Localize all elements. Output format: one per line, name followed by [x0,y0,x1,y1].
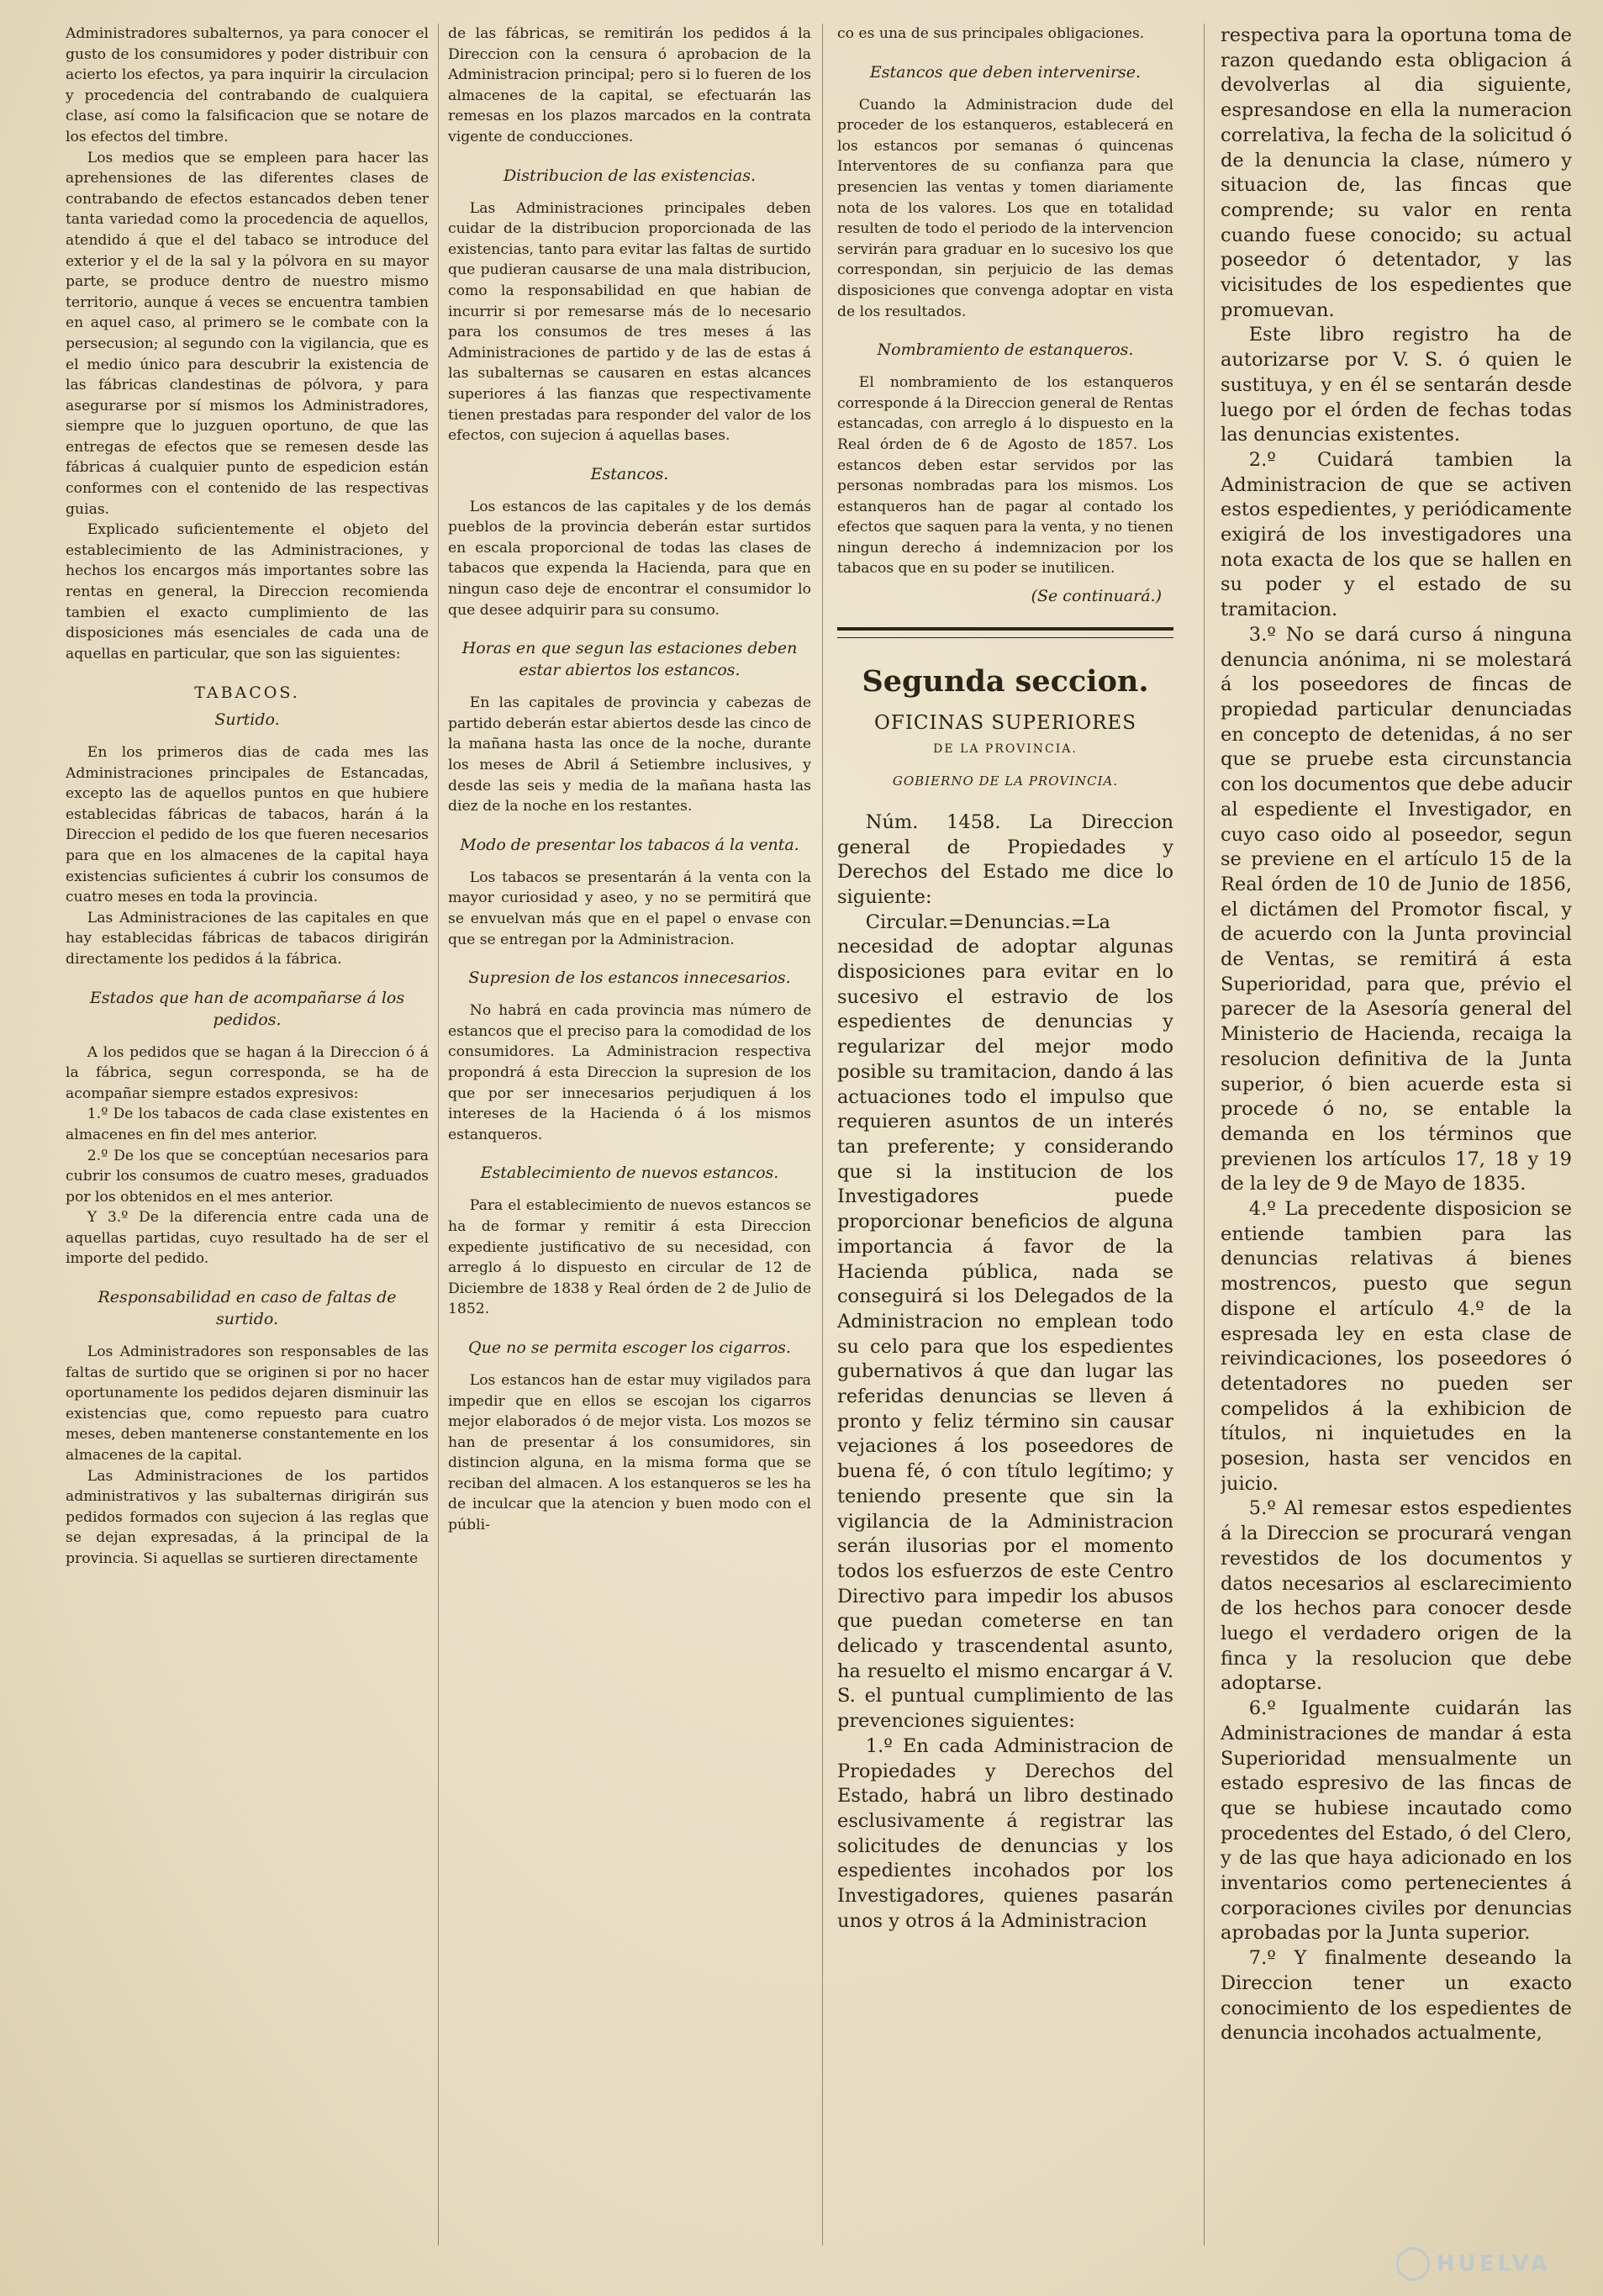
paragraph: 3.º No se dará curso á ninguna denuncia anónima, ni se molestará á los poseedores de fincas de propiedad particular denunciadas en concepto de detenidas, á no ser que se pruebe esta circunstancia con los documentos que debe aducir al espediente el Investigador, en cuyo caso oido al poseedor, segun se previene en el artículo 15 de la Real órden de 10 de Junio de 1856, el dictámen del Promotor fiscal, y de acuerdo con la Junta provincial de Ventas, se remitirá á esta Superioridad, para que, prévio el parecer de la Asesoría general del Ministerio de Hacienda, recaiga la resolucion definitiva de la Junta superior, ó bien acuerde esta si procede ó no, se entable la demanda en los términos que previenen los artículos 17, 18 y 19 de la ley de 9 de Mayo de 1835. [1221,623,1572,1196]
paragraph: Los medios que se empleen para hacer las aprehensiones de las diferentes clases de contrabando de efectos estancados deben tener tanta variedad como la procedencia de aquellos, atendido á que el del tabaco se introduce del exterior y el de la sal y la pólvora en su mayor parte, se produce dentro de nuestro mismo territorio, aunque á veces se encuentra tambien en aquel caso, al primero se le combate con la persecusion; al segundo con la vigilancia, que es el medio único para descubrir la existencia de las fábricas clandestinas de pólvora, y para asegurarse por sí mismos los Administradores, siempre que lo juzguen oportuno, de que las entregas de efectos que se remesen desde las fábricas á cualquier punto de espedicion están conformes con el contenido de las respectivas guias. [66,149,429,518]
continuation-note: (Se continuará.) [1031,587,1162,606]
subheading: Supresion de los estancos innecesarios. [468,969,791,988]
subheading: Distribucion de las existencias. [503,166,757,185]
paragraph: 7.º Y finalmente deseando la Direccion tener un exacto conocimiento de los espedientes de denuncia incohados actualmente, [1221,1947,1572,2045]
subheading: Estados que han de acompañarse á los pedidos. [89,988,405,1029]
paragraph: Las Administraciones de los partidos administrativos y las subalternas dirigirán sus pedidos formados con sujecion á las reglas que se dejan expresadas, á la principal de la provincia. Si aquellas se surtieren directamente [66,1467,429,1567]
paragraph: Administradores subalternos, ya para conocer el gusto de los consumidores y poder distribuir con acierto los efectos, ya para inquirir la circulacion y procedencia del contrabando de cualquiera clase, así como la falsificacion que se notare de los efectos del timbre. [66,25,429,145]
paragraph: Circular.=Denuncias.=La necesidad de adoptar algunas disposiciones para evitar en lo sucesivo el estravio de los espedientes de denuncias y regularizar del mejor modo posible su tramitacion, dando á las actuaciones todo el impulso que requieren asuntos de un interés tan preferente; y considerando que si la institucion de los Investigadores puede proporcionar beneficios de alguna importancia á favor de la Hacienda pública, nada se conseguirá si los Delegados de la Administracion no emplean todo su celo para que los espedientes gubernativos á que dan lugar las referidas denuncias se lleven á pronto y feliz término sin causar vejaciones á los poseedores de buena fé, ó con título legítimo; y teniendo presente que sin la vigilancia de la Administracion serán ilusorias por el momento todos los esfuerzos de este Centro Directivo para impedir los abusos que puedan cometerse en tan delicado y trascendental asunto, ha resuelto el mismo encargar á V. S. el puntual cumplimiento de las prevenciones siguientes: [837,910,1173,1733]
section-title: Segunda seccion. [862,663,1149,699]
subheading: Horas en que segun las estaciones deben estar abiertos los estancos. [461,639,798,680]
paragraph: Cuando la Administracion dude del proceder de los estanqueros, establecerá en los estancos por semanas ó quincenas Interventores de su confianza para que presencien las ventas y tomen diariamente nota de los valores. Los que en totalidad resulten de todo el periodo de la intervencion servirán para graduar en lo sucesivo los que correspondan, sin perjuicio de las demas disposiciones que convenga adoptar en vista de los resultados. [837,96,1173,320]
subheading: Responsabilidad en caso de faltas de surtido. [98,1288,397,1329]
offices-subheading: DE LA PROVINCIA. [933,742,1078,756]
paragraph: El nombramiento de los estanqueros corresponde á la Direccion general de Rentas estancadas, con arreglo á lo dispuesto en la Real órden de 6 de Agosto de 1857. Los estancos deben estar servidos por las personas nombradas para los mismos. Los estanqueros han de pagar al contado los efectos que saquen para la venta, y no tienen ningun derecho á indemnizacion por los tabacos que en su poder se inutilicen. [837,374,1173,578]
paragraph: Las Administraciones principales deben cuidar de la distribucion proporcionada de las existencias, tanto para evitar las faltas de surtido que pudieran causarse de una mala distribucion, como la responsabilidad en que habian de incurrir si por remesarse más de lo necesario para los consumos de tres meses á las Administraciones de partido y de las de estas á las subalternas se causaren en estas alcances superiores á las fianzas que respectivamente tienen prestadas para responder del valor de los efectos, con sujecion á aquellas bases. [448,199,811,445]
column-rule [1204,24,1205,2246]
paragraph: No habrá en cada provincia mas número de estancos que el preciso para la comodidad de los consumidores. La Administracion respectiva propondrá á esta Direccion la supresion de los que por ser innecesarios perjudiquen á los intereses de la Hacienda ó á los mismos estanqueros. [448,1002,811,1143]
paragraph: Los Administradores son responsables de las faltas de surtido que se originen si por no hacer oportunamente los pedidos dejaren disminuir las existencias que, como repuesto para cuatro meses, deben mantenerse constantemente en los almacenes de la capital. [66,1343,429,1465]
subheading: Modo de presentar los tabacos á la venta. [460,835,799,854]
paragraph: En los primeros dias de cada mes las Administraciones principales de Estancadas, excepto las de aquellos puntos en que hubiere establecidas fábricas de tabacos, harán á la Direccion el pedido de los que fueren necesarios para que en los almacenes de la capital haya existencias suficientes á cubrir los consumos de cuatro meses en toda la provincia. [66,744,429,906]
paragraph: Los estancos de las capitales y de los demás pueblos de la provincia deberán estar surtidos en escala proporcional de todas las clases de tabacos que expenda la Hacienda, para que en ningun caso deje de encontrar el consumidor lo que desee adquirir para su consumo. [448,498,811,619]
paragraph: 1.º De los tabacos de cada clase existentes en almacenes en fin del mes anterior. [66,1106,429,1143]
paragraph: 2.º Cuidará tambien la Administracion de que se activen estos espedientes, y periódicamente exigirá de los investigadores una nota exacta de los que se hallen en su poder y el estado de su tramitacion. [1221,448,1572,621]
column-1 [66,24,429,2279]
paragraph: Los estancos han de estar muy vigilados para impedir que en ellos se escojan los cigarros mejor elaborados ó de mejor vista. Los mozos se han de presentar á los consumidores, sin distincion alguna, en la misma forma que se reciban del almacen. A los estanqueros se les ha de inculcar que la atencion y buen modo con el públi- [448,1371,811,1534]
column-3-body [837,810,1173,1934]
section-heading-tabacos: TABACOS. [194,684,300,703]
subheading: Estancos que deben intervenirse. [869,62,1142,82]
paragraph: Núm. 1458. La Direccion general de Propiedades y Derechos del Estado me dice lo siguiente: [837,810,1173,908]
library-watermark [1396,2247,1551,2281]
paragraph: 2.º De los que se conceptúan necesarios para cubrir los consumos de cuatro meses, graduados por los obtenidos en el mes anterior. [66,1147,429,1206]
paragraph: 1.º En cada Administracion de Propiedades y Derechos del Estado, habrá un libro destinado esclusivamente á registrar las solicitudes de denuncias y los espedientes incohados por los Investigadores, quienes pasarán unos y otros á la Administracion [837,1734,1173,1932]
column-4 [1221,24,1572,2279]
paragraph: Explicado suficientemente el objeto del establecimiento de las Administraciones, y hechos los encargos más importantes sobre las rentas en general, la Direccion recomienda tambien el exacto cumplimiento de las disposiciones más esenciales de cada una de aquellas en particular, que son las siguientes: [66,521,429,662]
government-heading: GOBIERNO DE LA PROVINCIA. [892,773,1119,789]
paragraph: Y 3.º De la diferencia entre cada una de aquellas partidas, cuyo resultado ha de ser el importe del pedido. [66,1209,429,1268]
subheading: Que no se permita escoger los cigarros. [468,1338,791,1357]
subheading: Nombramiento de estanqueros. [877,340,1134,360]
paragraph: co es una de sus principales obligaciones. [837,25,1145,42]
paragraph: Este libro registro ha de autorizarse por V. S. ó quien le sustituya, y en él se sentarán desde luego por el órden de fechas todas las denuncias existentes. [1221,324,1572,446]
column-rule [438,24,439,2246]
paragraph: 5.º Al remesar estos espedientes á la Direccion se procurará vengan revestidos de los documentos y datos necesarios al esclarecimiento de los hechos para conocer desde luego el verdadero origen de la finca y la resolucion que debe adoptarse. [1221,1497,1572,1695]
subheading: Establecimiento de nuevos estancos. [480,1164,779,1183]
column-rule [822,24,823,2246]
offices-heading: OFICINAS SUPERIORES [874,711,1136,734]
section-divider [837,627,1173,638]
subheading: Surtido. [214,710,280,729]
paragraph: Para el establecimiento de nuevos estancos se ha de formar y remitir á esta Direccion expediente justificativo de su necesidad, con arreglo á lo dispuesto en circular de 12 de Diciembre de 1838 y Real órden de 2 de Julio de 1852. [448,1197,811,1318]
paragraph: Los tabacos se presentarán á la venta con la mayor curiosidad y aseo, y no se permitirá que se envuelvan más que en el papel o envase con que se entregan por la Administracion. [448,868,811,948]
paragraph: 6.º Igualmente cuidarán las Administraciones de mandar á esta Superioridad mensualmente un estado espresivo de las fincas de que se hubiese incautado como procedentes del Estado, ó del Clero, y de las que haya adicionado en los inventarios como pertenecientes á corporaciones civiles por denuncias aprobadas por la Junta superior. [1221,1697,1572,1945]
column-3 [837,24,1173,2279]
paragraph: A los pedidos que se hagan á la Direccion ó á la fábrica, segun corresponda, se ha de acompañar siempre estados expresivos: [66,1043,429,1102]
paragraph: Las Administraciones de las capitales en que hay establecidas fábricas de tabacos dirigirán directamente los pedidos á la fábrica. [66,909,429,968]
paragraph: En las capitales de provincia y cabezas de partido deberán estar abiertos desde las cinco de la mañana hasta las once de la noche, durante los meses de Abril á Setiembre inclusives, y desde las seis y media de la mañana hasta las diez de la noche en los restantes. [448,694,811,815]
seal-icon [1396,2247,1430,2281]
paragraph: de las fábricas, se remitirán los pedidos á la Direccion con la censura ó aprobacion de la Administracion principal; pero si lo fueren de los almacenes de la capital, se efectuarán las remesas en los plazos marcados en la contrata vigente de conducciones. [448,25,811,145]
watermark-text: HUELVA [1436,2251,1551,2277]
column-2 [448,24,811,2279]
paragraph: respectiva para la oportuna toma de razon quedando esta obligacion á devolverlas al dia siguiente, espresandose en ella la numeracion correlativa, la fecha de la solicitud ó de la denuncia la clase, número y situacion de, las fincas que comprende; su valor en renta cuando fuese conocido; su actual poseedor ó detentador, y las vicisitudes de los espedientes que promuevan. [1221,24,1572,321]
paragraph: 4.º La precedente disposicion se entiende tambien para las denuncias relativas á bienes mostrencos, puesto que segun dispone el artículo 4.º de la espresada ley en esta clase de reivindicaciones, los poseedores ó detentadores no pueden ser compelidos á la exhibicion de títulos, ni inquietudes en la posesion, hasta ser vencidos en juicio. [1221,1198,1572,1495]
subheading: Estancos. [590,464,669,483]
